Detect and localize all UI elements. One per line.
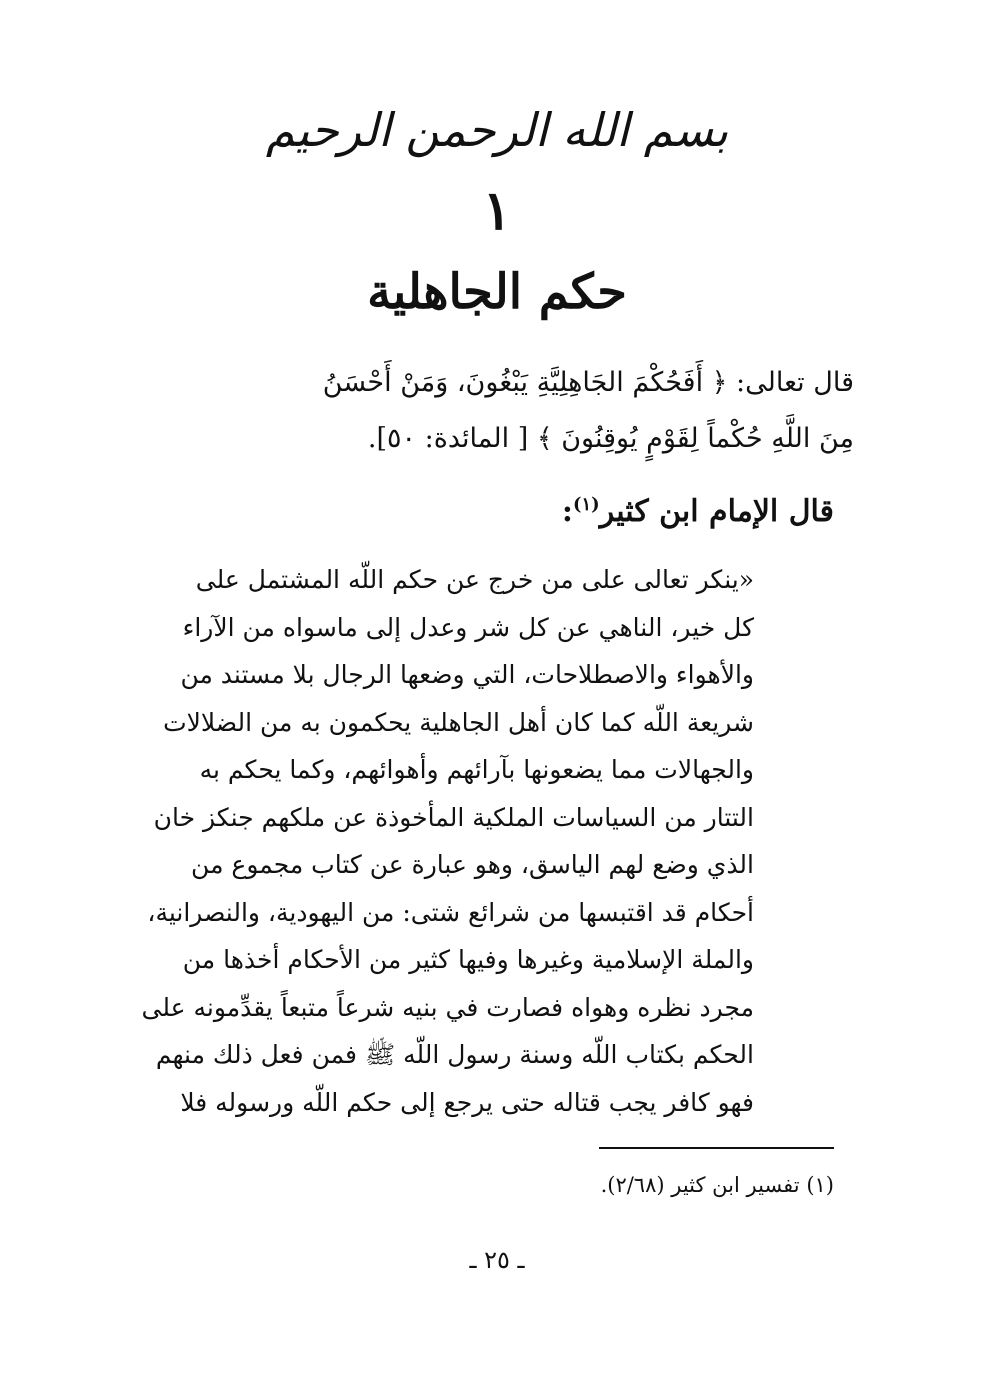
- body-line: الحكم بكتاب اللّه وسنة رسول اللّه ﷺ فمن فعل ذلك منهم: [155, 1040, 754, 1069]
- body-line: والجهالات مما يضعونها بآرائهم وأهوائهم، وكما يحكم به: [199, 755, 754, 784]
- body-line: التتار من السياسات الملكية المأخوذة عن ملكهم جنكز خان: [153, 802, 754, 832]
- section-heading: [562, 480, 834, 537]
- body-line: والأهواء والاصطلاحات، التي وضعها الرجال بلا مستند من: [180, 660, 754, 689]
- verse-line: مِنَ اللَّهِ حُكْماً لِقَوْمٍ يُوقِنُونَ ﴾ [ المائدة: ٥٠].: [367, 423, 854, 454]
- body-paragraph: [141, 556, 754, 1126]
- chapter-number: ١: [482, 178, 512, 242]
- body-line: والملة الإسلامية وغيرها وفيها كثير من الأحكام أخذها من: [182, 945, 754, 974]
- body-line: مجرد نظره وهواه فصارت في بنيه شرعاً متبعاً يقدِّمونه على: [141, 992, 754, 1022]
- section-heading-text: قال الإمام ابن كثير: [599, 494, 834, 529]
- footnote: (١) تفسير ابن كثير (٢/٦٨).: [600, 1173, 834, 1197]
- page-number: ـ ٢٥ ـ: [469, 1246, 525, 1274]
- body-line: فهو كافر يجب قتاله حتى يرجع إلى حكم اللّه ورسوله فلا: [180, 1087, 754, 1117]
- body-line: «ينكر تعالى على من خرج عن حكم اللّه المشتمل على: [195, 565, 754, 594]
- verse-line: قال تعالى: ﴿ أَفَحُكْمَ الجَاهِلِيَّةِ يَبْغُونَ، وَمَنْ أَحْسَنُ: [322, 367, 854, 398]
- body-line: أحكام قد اقتبسها من شرائع شتى: من اليهودية، والنصرانية،: [147, 897, 754, 927]
- footnote-divider: [599, 1147, 834, 1149]
- footnote-marker: (١): [572, 494, 600, 515]
- basmala-calligraphy: بسم الله الرحمن الرحيم: [265, 103, 729, 157]
- body-line: الذي وضع لهم الياسق، وهو عبارة عن كتاب مجموع من: [191, 850, 754, 879]
- section-heading-colon: :: [561, 494, 573, 529]
- chapter-title: حكم الجاهلية: [367, 264, 627, 320]
- quran-verse: [104, 355, 894, 467]
- body-line: شريعة اللّه كما كان أهل الجاهلية يحكمون به من الضلالات: [163, 707, 754, 737]
- body-line: كل خير، الناهي عن كل شر وعدل إلى ماسواه من الآراء: [182, 612, 754, 642]
